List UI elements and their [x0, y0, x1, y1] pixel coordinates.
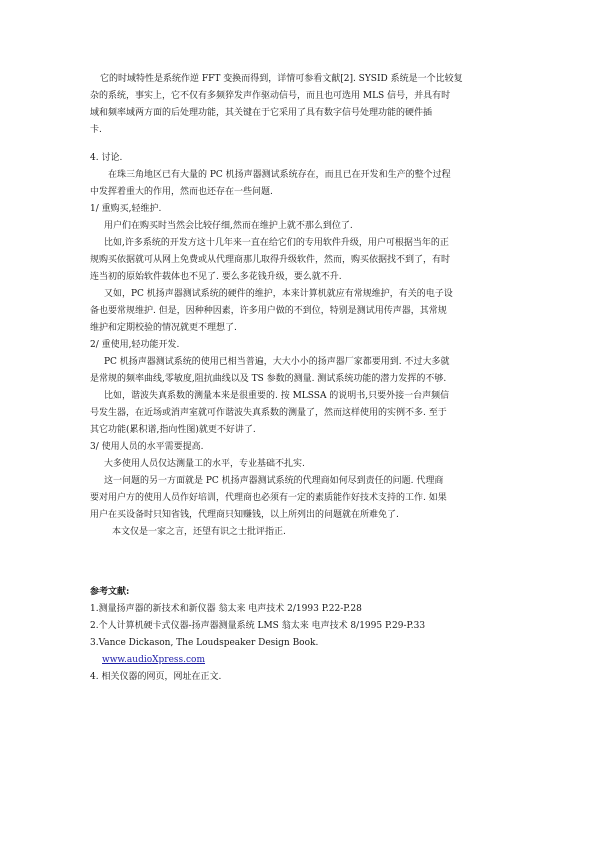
- item-line: 大多使用人员仅达测量工的水平，专业基础不扎实.: [104, 459, 305, 469]
- closing-line: 本文仅是一家之言，还望有识之士批评指正.: [112, 527, 286, 537]
- item-heading: 1/ 重购买,轻维护.: [90, 204, 162, 214]
- discussion-para-line: 在珠三角地区已有大量的 PC 机扬声器测试系统存在，而且已在开发和生产的整个过程: [108, 170, 451, 180]
- item-line: 用户们在购买时当然会比较仔细,然而在维护上就不那么到位了.: [104, 221, 353, 231]
- item-heading: 2/ 重使用,轻功能开发.: [90, 340, 180, 350]
- item-line: 维护和定期校验的情况就更不理想了.: [90, 323, 237, 333]
- reference-item: 2.个人计算机硬卡式仪器-扬声器测量系统 LMS 翁太来 电声技术 8/1995 P.29-P.33: [90, 621, 426, 631]
- item-line: 比如,许多系统的开发方这十几年来一直在给它们的专用软件升级，用户可根据当年的正: [104, 238, 449, 248]
- reference-item: 3.Vance Dickason, The Loudspeaker Design Book.: [90, 638, 319, 648]
- item-line: 是常规的频率曲线,零敏度,阻抗曲线以及 TS 参数的测量. 测试系统功能的潜力发挥的不够.: [90, 374, 447, 384]
- discussion-para-line: 中发挥着重大的作用，然而也还存在一些问题.: [90, 187, 273, 197]
- item-line: 又如，PC 机扬声器测试系统的硬件的维护，本来计算机就应有常规维护，有关的电子设: [104, 289, 453, 299]
- item-line: 这一问题的另一方面就是 PC 机扬声器测试系统的代理商如何尽到责任的问题. 代理商: [104, 476, 444, 486]
- item-line: 规购买依据就可从网上免费或从代理商那儿取得升级软件，然而，购买依据找不到了，有时: [90, 255, 451, 265]
- item-line: 要对用户方的使用人员作好培训，代理商也必须有一定的素质能作好技术支持的工作. 如果: [90, 493, 447, 503]
- section-heading: 4. 讨论.: [90, 153, 123, 163]
- reference-link[interactable]: www.audioXpress.com: [102, 655, 206, 665]
- references-heading: 参考文献:: [90, 587, 130, 597]
- intro-line: 杂的系统，事实上，它不仅有多频猝发声作驱动信号，而且也可选用 MLS 信号，并具有时: [90, 91, 451, 101]
- item-line: 用户在买设备时只知省钱，代理商只知赚钱，以上所列出的问题就在所难免了.: [90, 510, 399, 520]
- item-line: 其它功能(累积谱,指向性图)就更不好讲了.: [90, 425, 256, 435]
- reference-item: 1.测量扬声器的新技术和新仪器 翁太来 电声技术 2/1993 P.22-P.28: [90, 604, 362, 614]
- item-line: 连当初的原始软件载体也不见了. 要么多花钱升级，要么就不升.: [90, 272, 342, 282]
- item-heading: 3/ 使用人员的水平需要提高.: [90, 442, 204, 452]
- item-line: 备也要常规维护. 但是，因种种因素，许多用户做的不到位，特别是测试用传声器，其常规: [90, 306, 447, 316]
- intro-line: 域和频率域两方面的后处理功能，其关键在于它采用了具有数字信号处理功能的硬件插: [90, 108, 433, 118]
- reference-item: 4. 相关仪器的网页，网址在正文.: [90, 672, 222, 682]
- item-line: 比如，谐波失真系数的测量本来是很重要的. 按 MLSSA 的说明书,只要外接一台声频信: [104, 391, 450, 401]
- item-line: 号发生器，在近场或消声室就可作谐波失真系数的测量了，然而这样使用的实例不多. 至于: [90, 408, 447, 418]
- item-line: PC 机扬声器测试系统的使用已相当普遍，大大小小的扬声器厂家都要用到. 不过大多就: [104, 357, 450, 367]
- intro-line: 它的时域特性是系统作逆 FFT 变换而得到，详情可参看文献[2]. SYSID 系统是一个比较复: [100, 74, 463, 84]
- intro-line: 卡.: [90, 125, 102, 135]
